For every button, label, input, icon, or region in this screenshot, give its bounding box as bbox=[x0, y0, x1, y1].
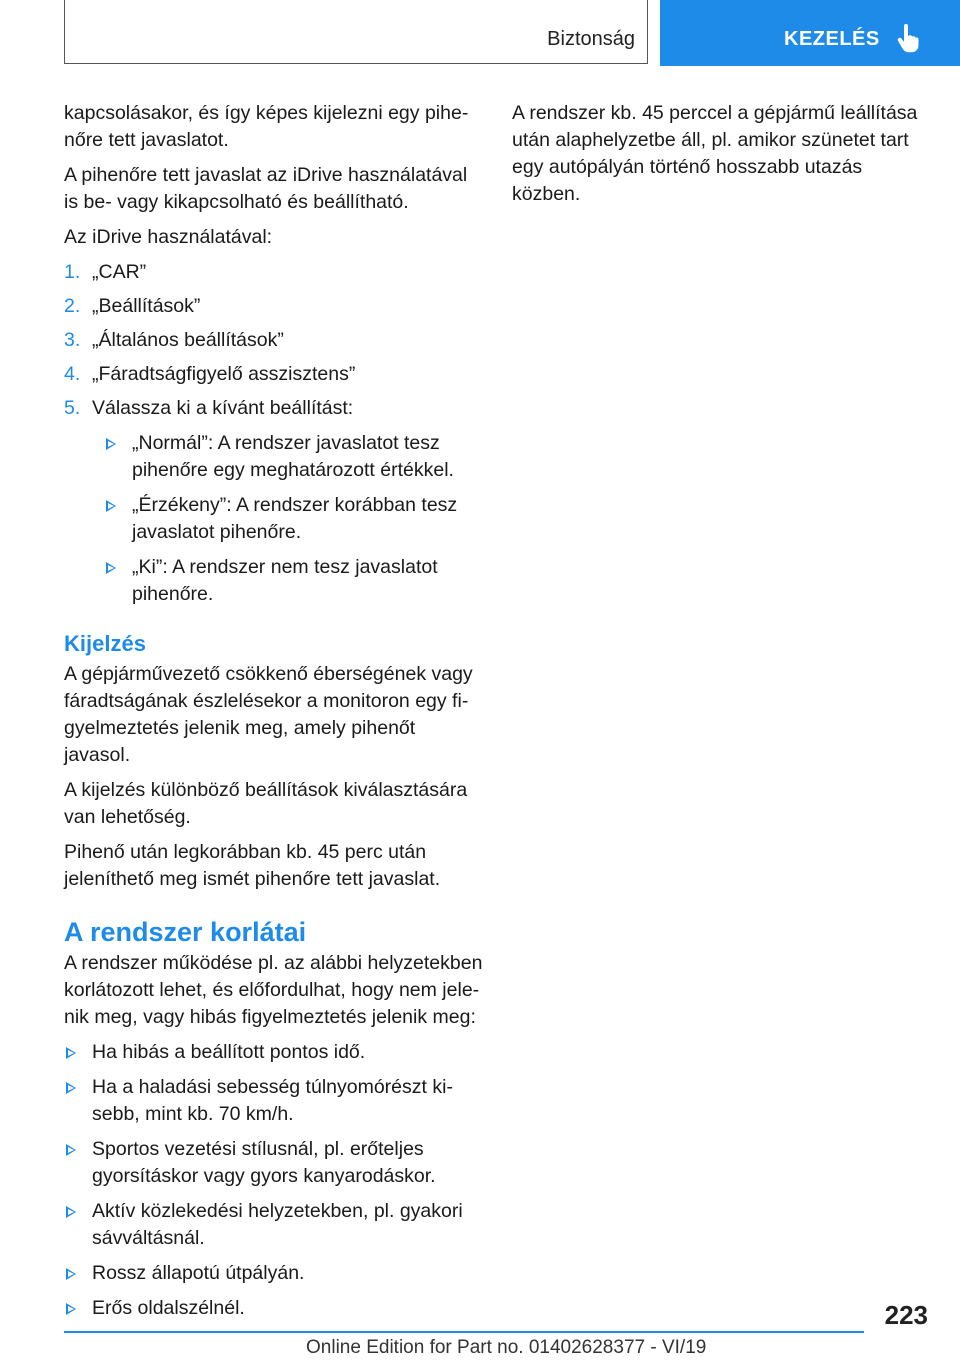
step-number: 4. bbox=[64, 363, 81, 385]
idrive-steps-list bbox=[64, 259, 484, 608]
step-number: 3. bbox=[64, 329, 81, 351]
step-text: Válassza ki a kívánt beállítást: bbox=[92, 397, 354, 419]
limit-item: Ha a haladási sebesség túlnyomórészt kisebb, mint kb. 70 km/h. bbox=[64, 1074, 484, 1128]
step-item bbox=[64, 361, 484, 388]
step-number: 2. bbox=[64, 295, 81, 317]
triangle-bullet-icon bbox=[66, 1082, 76, 1094]
step-number: 5. bbox=[64, 397, 81, 419]
limit-item: Sportos vezetési stílusnál, pl. erőteljes gyorsításkor vagy gyors kanyarodáskor. bbox=[64, 1136, 484, 1190]
kijelzes-heading: Kijelzés bbox=[64, 631, 146, 656]
header-chapter-title: KEZELÉS bbox=[784, 28, 880, 50]
paragraph: A kijelzés különböző beállítások kiválasztására van lehetőség. bbox=[64, 779, 468, 828]
option-item: „Normál”: A rendszer javaslatot tesz pihenőre egy meghatározott értékkel. bbox=[92, 430, 484, 484]
triangle-bullet-icon bbox=[66, 1144, 76, 1156]
step-item bbox=[64, 259, 484, 286]
step-text: „Fáradtságfigyelő asszisztens” bbox=[92, 363, 356, 385]
step-item bbox=[64, 395, 484, 608]
step-text: „Beállítások” bbox=[92, 295, 201, 317]
setting-options-list bbox=[92, 430, 484, 608]
page-number: 223 bbox=[884, 1300, 928, 1330]
header-chapter-tab bbox=[660, 0, 960, 66]
hand-pointer-icon bbox=[896, 24, 920, 54]
triangle-bullet-icon bbox=[66, 1206, 76, 1218]
triangle-bullet-icon bbox=[106, 500, 116, 512]
limits-list bbox=[64, 1039, 484, 1322]
header-section-title: Biztonság bbox=[547, 28, 635, 50]
header-section-box bbox=[64, 0, 648, 64]
paragraph: Az iDrive használatával: bbox=[64, 226, 273, 248]
paragraph: A pihenőre tett javaslat az iDrive használatával is be- vagy kikapcsolható és beállítható. bbox=[64, 164, 468, 213]
paragraph: Pihenő után legkorábban kb. 45 perc után jeleníthető meg ismét pihenőre tett javaslat. bbox=[64, 841, 441, 890]
step-item bbox=[64, 293, 484, 320]
limit-item: Erős oldalszélnél. bbox=[64, 1295, 484, 1322]
option-item: „Ki”: A rendszer nem tesz javaslatot pihenőre. bbox=[92, 554, 484, 608]
paragraph: A gépjárművezető csökkenő éberségének vagy fáradtságának észlelésekor a monitoron egy figyelmeztetés jelenik meg, amely pihenőt javasol. bbox=[64, 663, 473, 766]
step-text: „Általános beállítások” bbox=[92, 329, 284, 351]
limit-item: Rossz állapotú útpályán. bbox=[64, 1260, 484, 1287]
triangle-bullet-icon bbox=[106, 562, 116, 574]
limit-item: Aktív közlekedési helyzetekben, pl. gyakori sávváltásnál. bbox=[64, 1198, 484, 1252]
paragraph: A rendszer működése pl. az alábbi helyzetekben korlátozott lehet, és előfordulhat, hogy nem jelenik meg, vagy hibás figyelmeztetés jelenik meg: bbox=[64, 952, 483, 1028]
step-number: 1. bbox=[64, 261, 81, 283]
step-item bbox=[64, 327, 484, 354]
footer-edition-text: Online Edition for Part no. 01402628377 - VI/19 bbox=[306, 1337, 707, 1358]
limit-item: Ha hibás a beállított pontos idő. bbox=[64, 1039, 484, 1066]
paragraph: kapcsolásakor, és így képes kijelezni egy pihenőre tett javaslatot. bbox=[64, 102, 469, 151]
left-column bbox=[64, 100, 484, 1330]
option-item: „Érzékeny”: A rendszer korábban tesz javaslatot pihenőre. bbox=[92, 492, 484, 546]
footer-divider bbox=[64, 1331, 864, 1333]
triangle-bullet-icon bbox=[66, 1303, 76, 1315]
triangle-bullet-icon bbox=[66, 1047, 76, 1059]
limits-heading: A rendszer korlátai bbox=[64, 917, 307, 947]
paragraph: A rendszer kb. 45 perccel a gépjármű leállítása után alaphelyzetbe áll, pl. amikor szünetet tart egy autópályán történő hosszabb utazás közben. bbox=[512, 102, 918, 205]
step-text: „CAR” bbox=[92, 261, 147, 283]
triangle-bullet-icon bbox=[66, 1268, 76, 1280]
right-column bbox=[512, 100, 932, 216]
triangle-bullet-icon bbox=[106, 438, 116, 450]
